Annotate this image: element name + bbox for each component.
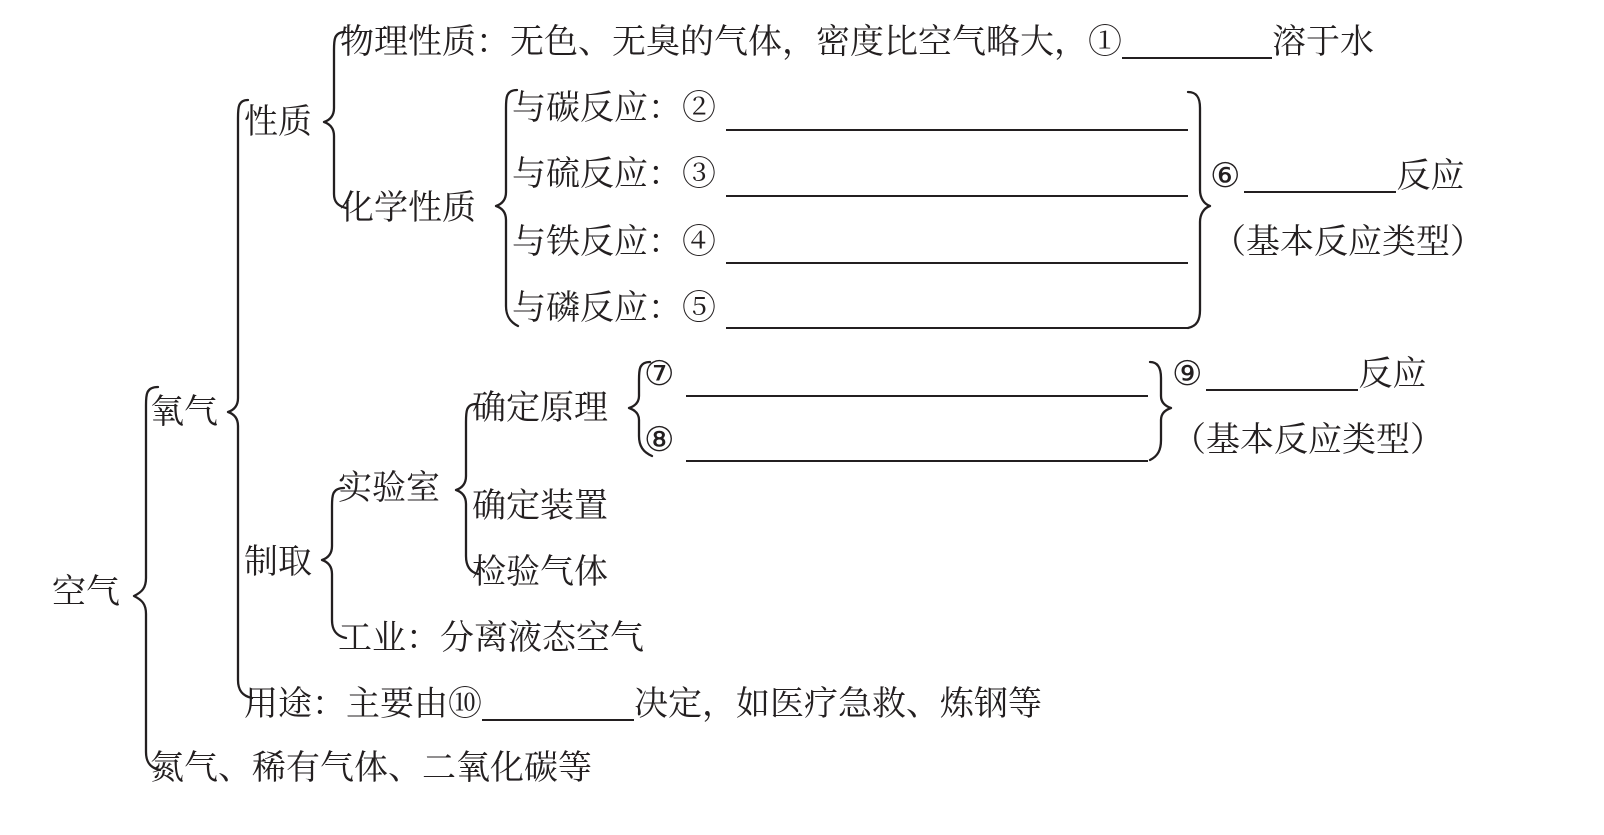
principle-8: ⑧ — [644, 420, 675, 460]
brace-principle-right — [1150, 362, 1171, 460]
blank-9 — [1206, 355, 1358, 391]
root-node-air: 空气 — [52, 572, 120, 612]
node-apparatus: 确定装置 — [472, 486, 608, 526]
physical-lead: 物理性质：无色、无臭的气体，密度比空气略大，① — [340, 22, 1122, 62]
uses-lead: 用途：主要由⑩ — [244, 684, 482, 724]
reaction-iron: 与铁反应：④ — [512, 222, 716, 262]
reaction-type-9-note: （基本反应类型） — [1172, 420, 1444, 460]
type-6-tail: 反应 — [1396, 156, 1465, 196]
node-oxygen: 氧气 — [150, 392, 218, 432]
blank-6 — [1244, 157, 1396, 193]
node-uses — [244, 684, 1042, 724]
blank-4 — [726, 262, 1188, 264]
blank-2 — [726, 129, 1188, 131]
node-chemical-properties: 化学性质 — [340, 188, 476, 228]
brace-air — [134, 387, 160, 770]
reaction-type-6-note: （基本反应类型） — [1212, 222, 1484, 262]
reaction-sulfur: 与硫反应：③ — [512, 154, 716, 194]
type-9-tail: 反应 — [1358, 354, 1427, 394]
brace-chemical-right — [1188, 92, 1210, 328]
node-properties: 性质 — [244, 102, 312, 142]
reaction-carbon: 与碳反应：② — [512, 88, 716, 128]
blank-8 — [686, 460, 1148, 462]
node-principle: 确定原理 — [472, 388, 608, 428]
node-physical-properties — [340, 22, 1374, 62]
blank-7 — [686, 395, 1148, 397]
node-lab: 实验室 — [338, 468, 440, 508]
principle-7: ⑦ — [644, 354, 675, 394]
blank-3 — [726, 195, 1188, 197]
reaction-type-9 — [1172, 354, 1426, 394]
reaction-phosphorus: 与磷反应：⑤ — [512, 288, 716, 328]
node-industry: 工业：分离液态空气 — [338, 618, 644, 658]
blank-5 — [726, 327, 1188, 329]
node-other-gases: 氮气、稀有气体、二氧化碳等 — [150, 748, 592, 788]
uses-tail: 决定，如医疗急救、炼钢等 — [634, 684, 1042, 724]
physical-tail: 溶于水 — [1272, 22, 1374, 62]
brace-oxygen — [228, 100, 252, 698]
blank-1 — [1122, 23, 1272, 59]
reaction-type-6 — [1210, 156, 1464, 196]
type-6-lead: ⑥ — [1210, 156, 1241, 196]
type-9-lead: ⑨ — [1172, 354, 1203, 394]
brace-preparation — [322, 488, 346, 638]
node-preparation: 制取 — [244, 542, 312, 582]
blank-10 — [482, 685, 634, 721]
node-gas-test: 检验气体 — [472, 552, 608, 592]
